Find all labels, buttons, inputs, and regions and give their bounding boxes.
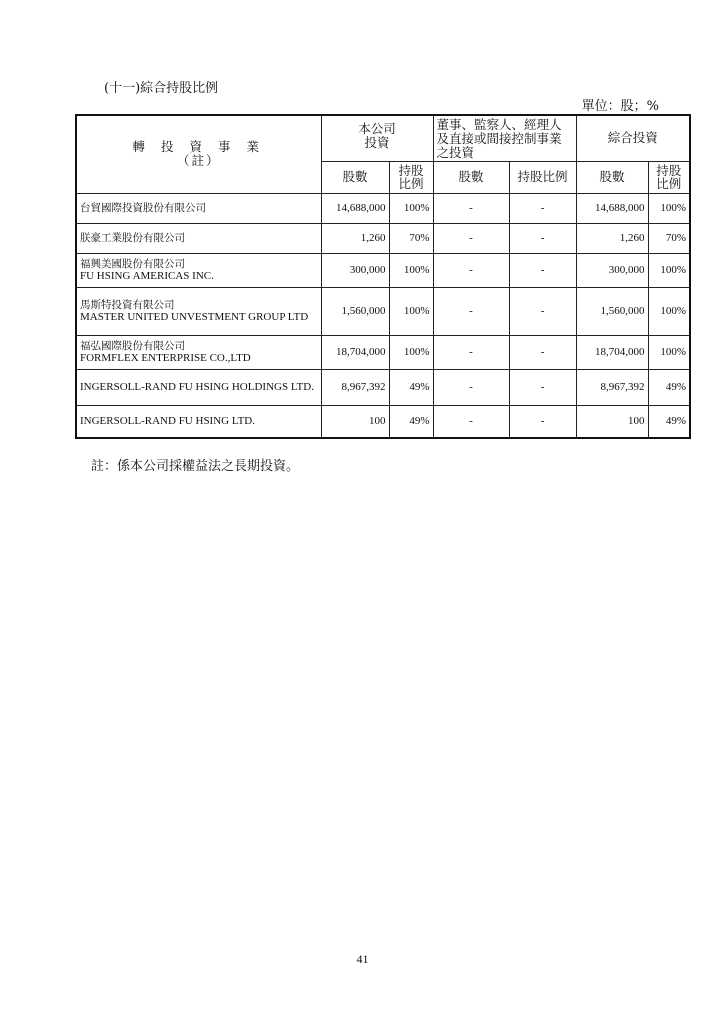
related-ratio-cell: - — [509, 287, 576, 335]
own-ratio-cell: 49% — [389, 405, 433, 438]
footnote: 註：係本公司採權益法之長期投資。 — [91, 459, 300, 474]
related-shares-header: 股數 — [433, 161, 509, 193]
own-ratio-cell: 49% — [389, 369, 433, 405]
related-ratio-cell: - — [509, 193, 576, 223]
company-name-zh: 台貿國際投資股份有限公司 — [80, 202, 206, 214]
related-shares-cell: - — [433, 335, 509, 369]
related-ratio-header: 持股比例 — [509, 161, 576, 193]
own-ratio-cell: 100% — [389, 335, 433, 369]
company-name-cell — [76, 405, 321, 438]
own-ratio-cell: 100% — [389, 253, 433, 287]
page-number: 41 — [356, 952, 369, 966]
company-name-cell — [76, 369, 321, 405]
related-shares-cell: - — [433, 253, 509, 287]
table-row — [76, 405, 690, 438]
own-shares-cell: 1,560,000 — [321, 287, 389, 335]
company-name-en: INGERSOLL-RAND FU HSING LTD. — [80, 415, 255, 428]
own-shares-cell: 18,704,000 — [321, 335, 389, 369]
table-row — [76, 335, 690, 369]
combined-ratio-cell: 100% — [648, 287, 690, 335]
combined-shares-cell: 18,704,000 — [576, 335, 648, 369]
combined-shares-cell: 1,260 — [576, 223, 648, 253]
own-shares-cell: 14,688,000 — [321, 193, 389, 223]
own-investment-header: 本公司 投資 — [321, 115, 433, 161]
company-header — [76, 115, 321, 193]
table-row — [76, 369, 690, 405]
holdings-table — [75, 114, 691, 439]
unit-label: 單位：股；% — [581, 99, 659, 114]
company-name-cell — [76, 193, 321, 223]
combined-ratio-cell: 49% — [648, 369, 690, 405]
related-ratio-cell: - — [509, 335, 576, 369]
table-row — [76, 193, 690, 223]
combined-shares-cell: 100 — [576, 405, 648, 438]
related-ratio-cell: - — [509, 223, 576, 253]
company-name-zh: 朕豪工業股份有限公司 — [80, 232, 185, 244]
related-shares-cell: - — [433, 223, 509, 253]
own-shares-cell: 1,260 — [321, 223, 389, 253]
company-name-en: MASTER UNITED UNVESTMENT GROUP LTD — [80, 311, 309, 323]
combined-ratio-cell: 100% — [648, 253, 690, 287]
related-ratio-cell: - — [509, 253, 576, 287]
own-ratio-header: 持股 比例 — [389, 161, 433, 193]
table-row — [76, 253, 690, 287]
own-shares-cell: 300,000 — [321, 253, 389, 287]
company-name-cell — [76, 253, 321, 287]
combined-ratio-cell: 49% — [648, 405, 690, 438]
company-name-en: INGERSOLL-RAND FU HSING HOLDINGS LTD. — [80, 381, 314, 393]
company-name-zh: 福興美國股份有限公司 — [80, 258, 185, 270]
own-ratio-cell: 100% — [389, 287, 433, 335]
related-shares-cell: - — [433, 193, 509, 223]
combined-ratio-header: 持股 比例 — [648, 161, 690, 193]
related-shares-cell: - — [433, 405, 509, 438]
combined-shares-cell: 8,967,392 — [576, 369, 648, 405]
company-name-en: FORMFLEX ENTERPRISE CO.,LTD — [80, 352, 251, 364]
combined-ratio-cell: 100% — [648, 193, 690, 223]
combined-shares-header: 股數 — [576, 161, 648, 193]
company-name-cell — [76, 287, 321, 335]
company-name-zh: 福弘國際股份有限公司 — [80, 340, 185, 352]
combined-shares-cell: 300,000 — [576, 253, 648, 287]
table-row — [76, 287, 690, 335]
company-name-cell — [76, 335, 321, 369]
combined-shares-cell: 1,560,000 — [576, 287, 648, 335]
own-shares-cell: 100 — [321, 405, 389, 438]
own-shares-cell: 8,967,392 — [321, 369, 389, 405]
related-ratio-cell: - — [509, 369, 576, 405]
related-shares-cell: - — [433, 287, 509, 335]
combined-ratio-cell: 100% — [648, 335, 690, 369]
own-ratio-cell: 70% — [389, 223, 433, 253]
combined-ratio-cell: 70% — [648, 223, 690, 253]
own-shares-header: 股數 — [321, 161, 389, 193]
own-ratio-cell: 100% — [389, 193, 433, 223]
section-title: (十一)綜合持股比例 — [104, 81, 219, 96]
related-shares-cell: - — [433, 369, 509, 405]
company-name-en: FU HSING AMERICAS INC. — [80, 270, 214, 282]
related-ratio-cell: - — [509, 405, 576, 438]
company-header-label: 轉 投 資 事 業 — [132, 139, 265, 155]
related-investment-header: 董事、監察人、經理人及直接或間接控制事業之投資 — [433, 115, 576, 161]
company-name-zh: 馬斯特投資有限公司 — [80, 299, 175, 311]
company-name-cell — [76, 223, 321, 253]
combined-investment-header: 綜合投資 — [576, 115, 690, 161]
table-row — [76, 223, 690, 253]
combined-shares-cell: 14,688,000 — [576, 193, 648, 223]
company-header-note: （註） — [176, 153, 221, 169]
